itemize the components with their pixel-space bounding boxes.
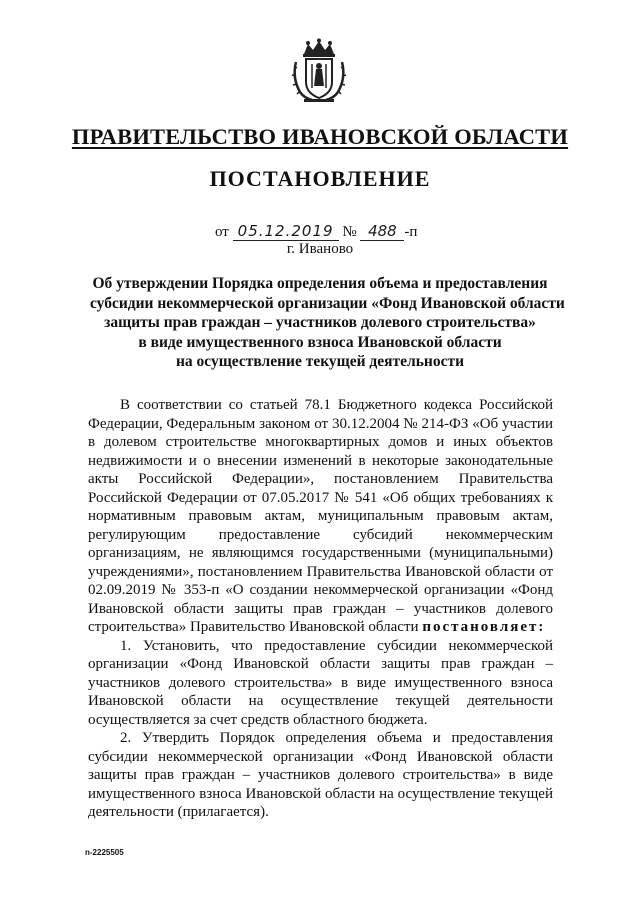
city: г. Иваново [286,241,354,257]
preamble-text: В соответствии со статьей 78.1 Бюджетного кодекса Российской Федерации, Федеральным законом от 30.12.2004 № 214-ФЗ «Об участии в долевом строительстве многоквартирных домов и иных объектов недвижимости и о внесении изменений в некоторые законодательные акты Российской Федерации», постановлением Правительства Российской Федерации от 07.05.2017 № 541 «Об общих требованиях к нормативным правовым актам, муниципальным правовым актам, регулирующим предоставление субсидий некоммерческим организациям, не являющимся государственными (муниципальными) учреждениями», постановлением Правительства Ивановской области от 02.09.2019 № 353-п «О создании некоммерческой организации «Фонд Ивановской области защиты прав граждан – участников долевого строительства» Правительство Ивановской области [88,397,553,635]
ivanovo-coat-of-arms-icon [290,38,348,104]
document-title [90,274,565,372]
title-line: субсидии некоммерческой организации «Фонд Ивановской области [90,294,565,312]
date-from-label: от [215,224,229,240]
title-line: на осуществление текущей деятельности [175,353,465,370]
title-line: в виде имущественного взноса Ивановской области [138,333,502,351]
preamble-paragraph [88,396,553,637]
document-type: ПОСТАНОВЛЕНИЕ [209,166,431,191]
footer-code: n-2225505 [85,848,124,857]
number-sign: № [342,224,357,240]
item-2-paragraph: 2. Утвердить Порядок определения объема и предоставления субсидии некоммерческой организации «Фонд Ивановской области защиты прав граждан – участников долевого строительства» в виде имущественного взноса Ивановской области на осуществление текущей деятельности (прилагается). [88,730,553,820]
document-body [88,396,553,822]
title-line: Об утверждении Порядка определения объема и предоставления [92,275,548,292]
title-line: защиты прав граждан – участников долевого строительства» [104,314,536,331]
number-suffix: -п [404,224,418,240]
date-number-line [215,222,417,241]
document-date: 05.12.2019 [233,222,339,241]
organization-name: ПРАВИТЕЛЬСТВО ИВАНОВСКОЙ ОБЛАСТИ [71,124,569,149]
document-number: 488 [360,222,404,241]
decree-word: постановляет: [422,619,546,635]
item-1-paragraph: 1. Установить, что предоставление субсидии некоммерческой организации «Фонд Ивановской области защиты прав граждан – участников долевого строительства» в виде имущественного взноса Ивановской области на осуществление текущей деятельности осуществляется за счет средств областного бюджета. [88,637,553,728]
